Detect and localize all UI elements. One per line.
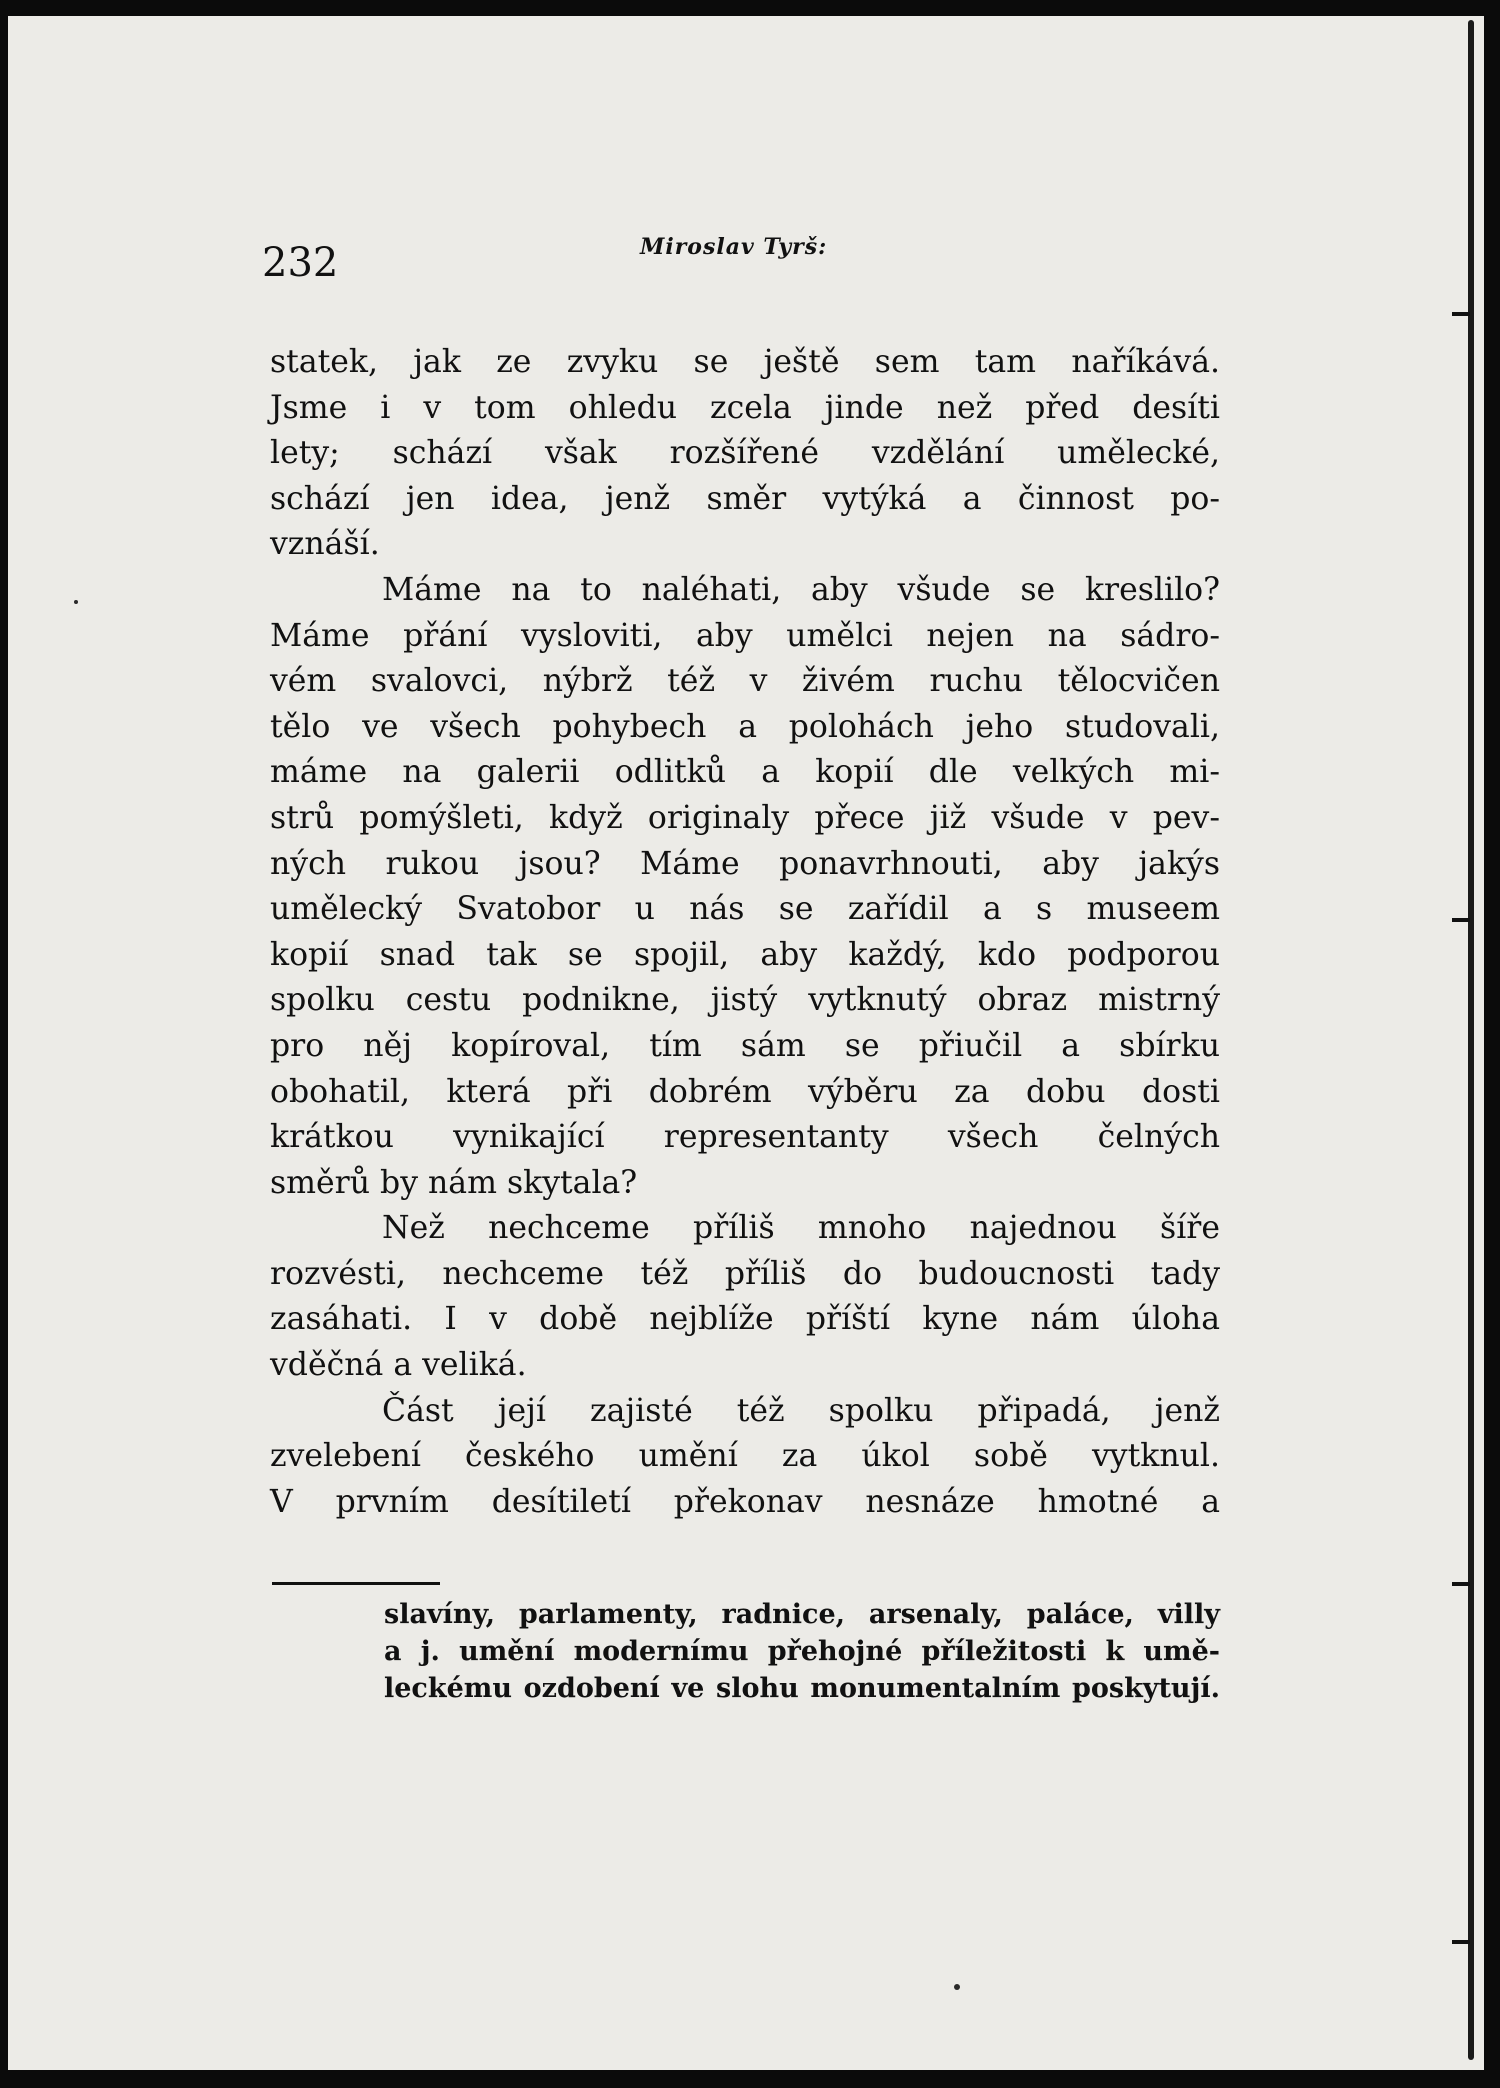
- text-line: vděčná a veliká.: [270, 1347, 527, 1384]
- text-line: Než nechceme příliš mnoho najednou šíře: [382, 1210, 1220, 1247]
- text-line: Jsme i v tom ohledu zcela jinde než před desíti: [270, 389, 1220, 426]
- text-line: krátkou vynikající representanty všech čelných: [270, 1119, 1220, 1156]
- binding-edge-line: [1468, 20, 1474, 2060]
- scan-speck: [954, 1984, 960, 1990]
- text-line: spolku cestu podnikne, jistý vytknutý obraz mistrný: [270, 982, 1220, 1019]
- scan-border-bottom: [0, 2070, 1500, 2088]
- text-line: rozvésti, nechceme též příliš do budoucnosti tady: [270, 1255, 1220, 1292]
- scan-border-right: [1484, 0, 1500, 2088]
- footnote-line: a j. umění modernímu přehojné příležitosti k umě-: [384, 1636, 1220, 1667]
- binding-mark: [1452, 1582, 1470, 1586]
- text-line: umělecký Svatobor u nás se zařídil a s museem: [270, 891, 1220, 928]
- footnote-divider: [272, 1582, 440, 1585]
- page-number: 232: [262, 240, 339, 286]
- text-line: statek, jak ze zvyku se ještě sem tam naříkává.: [270, 344, 1220, 380]
- binding-mark: [1452, 1940, 1470, 1944]
- text-line: obohatil, která při dobrém výběru za dobu dosti: [270, 1073, 1220, 1110]
- text-line: vém svalovci, nýbrž též v živém ruchu tělocvičen: [270, 663, 1220, 700]
- footnote-line: slavíny, parlamenty, radnice, arsenaly, paláce, villy: [384, 1599, 1220, 1630]
- text-line: schází jen idea, jenž směr vytýká a činnost po-: [270, 480, 1220, 517]
- text-line: tělo ve všech pohybech a polohách jeho studovali,: [270, 708, 1220, 745]
- text-line: směrů by nám skytala?: [270, 1164, 638, 1201]
- text-line: Máme přání vysloviti, aby umělci nejen na sádro-: [270, 617, 1220, 654]
- scan-speck: [74, 600, 78, 604]
- text-line: lety; schází však rozšířené vzdělání umělecké,: [270, 435, 1220, 472]
- text-line: vznáší.: [270, 526, 380, 563]
- text-line: Část její zajisté též spolku připadá, jenž: [382, 1392, 1220, 1429]
- text-line: máme na galerii odlitků a kopií dle velkých mi-: [270, 754, 1220, 791]
- text-line: pro něj kopíroval, tím sám se přiučil a sbírku: [270, 1027, 1220, 1064]
- text-line: kopií snad tak se spojil, aby každý, kdo podporou: [270, 936, 1220, 973]
- text-line: ných rukou jsou? Máme ponavrhnouti, aby jakýs: [270, 845, 1220, 882]
- text-line: Máme na to naléhati, aby všude se kreslilo?: [382, 571, 1220, 608]
- binding-mark: [1452, 918, 1470, 922]
- text-line: zasáhati. I v době nejblíže příští kyne nám úloha: [270, 1301, 1220, 1338]
- binding-mark: [1452, 312, 1470, 316]
- body-text: [270, 340, 1220, 1525]
- scan-border-top: [0, 0, 1500, 16]
- text-line: strů pomýšleti, když originaly přece již všude v pev-: [270, 799, 1220, 836]
- running-head: Miroslav Tyrš:: [640, 234, 828, 260]
- footnote-line: leckému ozdobení ve slohu monumentalním poskytují.: [384, 1673, 1220, 1704]
- footnote: [384, 1596, 1220, 1707]
- text-line: zvelebení českého umění za úkol sobě vytknul.: [270, 1438, 1220, 1475]
- text-line: V prvním desítiletí překonav nesnáze hmotné a: [270, 1483, 1220, 1520]
- scan-border-left: [0, 0, 8, 2088]
